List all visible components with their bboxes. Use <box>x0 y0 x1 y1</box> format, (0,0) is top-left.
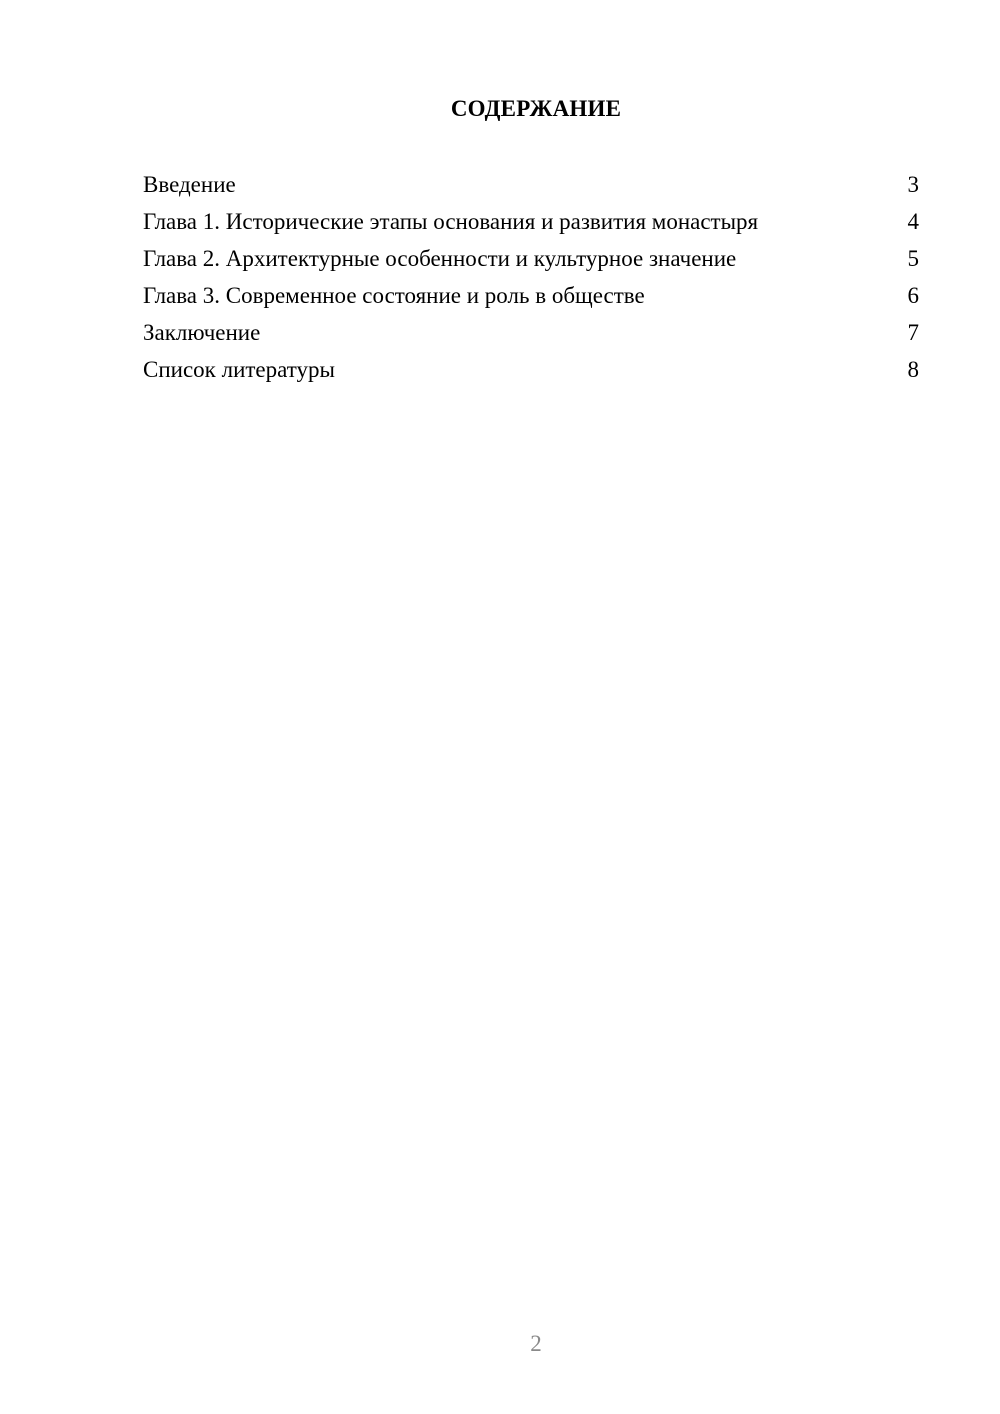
toc-entry-chapter-1 <box>143 206 919 243</box>
toc-entry-chapter-3 <box>143 280 919 317</box>
toc-entry-label: Введение <box>143 172 236 197</box>
toc-entry-page-number: 4 <box>907 209 919 234</box>
toc-entry-label: Глава 2. Архитектурные особенности и культурное значение <box>143 246 737 271</box>
toc-entry-page-number: 7 <box>907 320 919 345</box>
toc-entry-page-number: 8 <box>907 357 919 382</box>
toc-entry-label: Список литературы <box>143 357 335 382</box>
toc-entry-page-number: 6 <box>907 283 919 308</box>
toc-entry-introduction <box>143 169 919 206</box>
toc-heading: СОДЕРЖАНИЕ <box>450 96 622 121</box>
toc-entry-page-number: 3 <box>907 172 919 197</box>
toc-entry-label: Глава 3. Современное состояние и роль в обществе <box>143 283 645 308</box>
page-footer-number: 2 <box>530 1331 542 1356</box>
toc-entry-bibliography <box>143 354 919 391</box>
toc-entry-conclusion <box>143 317 919 354</box>
toc-entry-label: Заключение <box>143 320 261 345</box>
toc-entry-chapter-2 <box>143 243 919 280</box>
table-of-contents <box>143 169 919 391</box>
toc-entry-page-number: 5 <box>907 246 919 271</box>
toc-entry-label: Глава 1. Исторические этапы основания и развития монастыря <box>143 209 759 234</box>
